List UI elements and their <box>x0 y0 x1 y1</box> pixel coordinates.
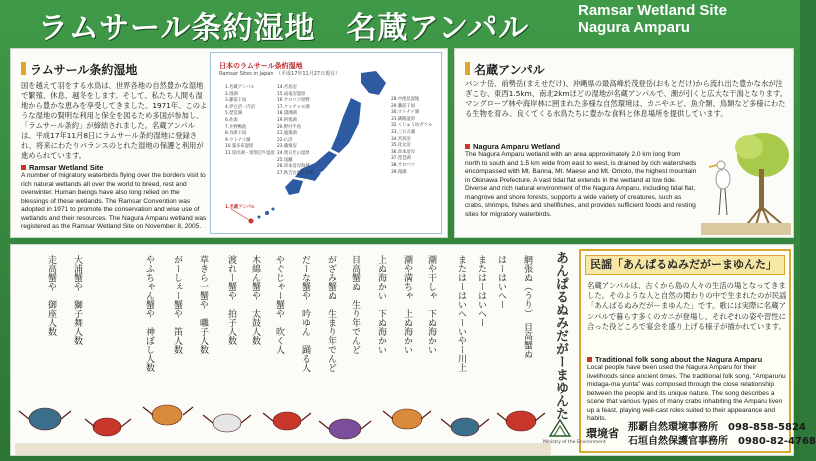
map-site: 19.阿寒湖 <box>277 117 297 123</box>
song-line: 渡れー蟹や 拍子人数 <box>226 255 236 345</box>
map-site: 31.釧路湿原 <box>391 116 416 122</box>
map-callout: 1.名蔵アンパル <box>225 205 255 210</box>
ramsar-heading-en-text: Ramsar Wetland Site <box>29 163 104 172</box>
map-site-list-left <box>225 85 275 158</box>
map-site: 10.霧多布湿原 <box>225 144 254 150</box>
ramsar-heading-text: ラムサール条約湿地 <box>30 63 138 77</box>
song-line: やぐじゃー蟹や 吹く人 <box>274 255 284 354</box>
song-line: またはーはいへーいやー川上 <box>456 255 466 372</box>
map-site: 33.三方五湖 <box>391 129 416 135</box>
song-line: 走高蟹や 御座人数 <box>46 255 56 336</box>
song-line: またはーはいへー <box>476 255 486 327</box>
office-1-name: 那覇自然環境事務所 <box>628 422 718 433</box>
english-title <box>578 2 788 36</box>
heading-marker <box>21 62 26 75</box>
map-site: 20.野付半島 <box>277 124 302 130</box>
map-site: 23.蕪栗沼 <box>277 144 297 150</box>
map-site: 24.奥日光の湿原 <box>277 150 310 156</box>
ramsar-body-en: A number of migratory waterbirds flying over the borders visit to rich natural wetlands all over the world to breed, rest and overwinter. Human beings have also long relied on the blessings of these wetlands. The Ramsar Convention was adopted in 1971 to promote the conservation and wise use of wetlands and their resources. The Nagura Amparu wetland was registered as the Ramsar Wetland Site on November 8, 2005. <box>21 172 207 230</box>
header <box>0 0 800 46</box>
song-line: 木綿ん蟹や 太鼓人数 <box>250 255 260 345</box>
song-line: 潮や満ちゃ 上ぬ海かい <box>402 255 412 354</box>
office-2-tel: 0980-82-4768 <box>738 436 816 447</box>
map-site: 2.漫湖 <box>225 91 238 97</box>
folk-body-en: Local people have been used the Nagura Amparu for their livelihoods since ancient times. The traditional folk song, "Amparunu midaga-ma yunta" was composed through the close relationship between the people and its unique nature. The song describes a scene that various types of many crabs inhabiting the Amparu liven up a feast, playing well-cast roles suited to their appearance and habits. <box>587 364 786 422</box>
map-site: 30.ウトナイ湖 <box>391 110 420 116</box>
map-site: 6.佐潟 <box>225 117 238 123</box>
song-line: がざみ蟹ぬ 生まり年でんど <box>326 255 336 372</box>
crab-festival-illustration <box>15 375 551 455</box>
song-line: はーはいへー <box>496 255 506 309</box>
map-site: 37.琵琶湖 <box>391 156 411 162</box>
map-site-list-right <box>277 85 314 177</box>
nagura-body-jp: バンナ岳、前勢岳(まえせだけ)、沖縄県の最高峰於茂登岳(おもとだけ)から流れ出た豊かな水が注ぎこむ、東西1.5km、南北2kmほどの湿地が名蔵アンパルで、潮が引くと広大な干潟となります。マングローブ林や海岸林に囲まれた多様な自然環境は、カニやエビ、魚介類、鳥類など多様にわたる生物を育み、良くてくる水鳥たちに豊かな食料と休息場所を提供しています。 <box>465 79 787 118</box>
map-site: 28.中池見湿地 <box>391 97 420 102</box>
nagura-heading <box>465 61 545 78</box>
song-line: 目高蟹ぬ 生り年でんど <box>350 255 360 354</box>
song-line: 大浦蟹や 獅子舞人数 <box>72 255 82 345</box>
map-site: 9.ウトナイ湖 <box>225 137 251 143</box>
song-vertical-title: あんぱるぬみだがーまゆんた <box>553 251 568 420</box>
map-site: 22.仏沼 <box>277 137 293 143</box>
map-site: 16.サロベツ原野 <box>277 98 310 104</box>
map-subtitle-en: Ramsar Sites in Japan <box>219 71 274 77</box>
heading-marker <box>465 62 470 75</box>
map-site: 18.濤沸湖 <box>277 111 297 117</box>
ramsar-body-jp: 国を越えて羽をする水鳥は、世界各地の自然豊かな湿地で繁殖、休息、越冬をします。そして、私たち人間も湿地から豊かな恵みを享受してきました。1971年、このような湿地の賢明な利用と保全を図るため多国が参加し、「ラムサール条約」が締結されました。名蔵アンパルは、平成17年11月8日にラムサール条約湿地に登録され、将来にわたりバランスのとれた湿地の保護と利用が進められています。 <box>21 81 208 160</box>
map-site: 1.名蔵アンパル <box>225 85 255 90</box>
nagura-heading-en-text: Nagura Amparu Wetland <box>473 142 561 151</box>
map-site: 4.伊豆沼・内沼 <box>225 104 255 110</box>
env-ministry-name: 環境省 <box>586 427 619 440</box>
map-site: 36.串本沿岸 <box>391 149 416 155</box>
office-1 <box>628 418 806 433</box>
map-site: 29.藤前干潟 <box>391 103 416 109</box>
bullet-square <box>21 165 26 170</box>
song-line: 潮や干しゃ 下ぬ海かい <box>426 255 436 354</box>
office-2 <box>628 432 816 447</box>
english-title-line-2: Nagura Amparu <box>578 19 690 36</box>
map-title: 日本のラムサール条約湿地 <box>219 62 303 70</box>
japan-ramsar-map <box>210 52 442 234</box>
map-site: 17.クッチャロ湖 <box>277 104 310 110</box>
map-site-list-far <box>391 97 432 176</box>
song-line: がーしぇー蟹や 笛人数 <box>172 255 182 354</box>
map-site: 38.サロベツ <box>391 162 416 168</box>
song-line: 草きら一蟹や 囃子人数 <box>198 255 208 354</box>
page-title: ラムサール条約湿地 名蔵アンパル <box>38 11 530 46</box>
bullet-square <box>587 357 592 362</box>
map-site: 35.化女沼 <box>391 143 411 149</box>
map-site: 14.宮島沼 <box>277 85 297 90</box>
folk-heading: 民謡「あんぱるぬみだがーまゆんた」 <box>585 255 785 275</box>
map-site: 21.風蓮湖 <box>277 131 297 137</box>
english-title-line-1: Ramsar Wetland Site <box>578 2 727 19</box>
nagura-body-en: The Nagura Amparu wetland with an area approximately 2.0 km long from north to south and 1.5 km wide from east to west, is drained by rich watersheds encompassed with Mt. Banna, Mt. Maese and Mt. Omoto, the highest mountain in Okinawa Prefecture. A vast tidal flat extends in the wetland at low tide. Diverse and rich natural environment of the Nagura Amparu, including tidal flat, mangrove and shore forests, supports a wide variety of creatures, such as crabs, shrimps, fishes and shellfishes, and provides sufficient foods and resting sites for migratory waterbirds. <box>465 151 697 218</box>
map-site: 34.宮島沼 <box>391 136 411 142</box>
map-site: 32.くじゅう坊ガツル <box>391 123 433 129</box>
ramsar-heading-en <box>21 163 103 172</box>
map-site: 15.雨竜沼湿原 <box>277 91 306 97</box>
map-site: 8.谷津干潟 <box>225 131 247 137</box>
office-2-name: 石垣自然保護官事務所 <box>628 436 728 447</box>
nagura-heading-text: 名蔵アンパル <box>474 63 545 77</box>
folk-heading-en <box>587 355 762 364</box>
map-site: 25.尾瀬 <box>277 157 293 163</box>
ramsar-heading <box>21 61 137 78</box>
nagura-heading-en <box>465 142 560 151</box>
song-line: 網張ぬ（うり） 目高蟹ぬ <box>522 255 532 359</box>
map-site: 27.秋吉台地下水系 <box>277 170 314 176</box>
map-site: 39.漫湖 <box>391 169 407 175</box>
map-site: 3.藤前干潟 <box>225 98 247 104</box>
folk-heading-en-text: Traditional folk song about the Nagura Amparu <box>595 355 763 364</box>
map-site: 11.厚岸湖・別寒辺牛湿原 <box>225 150 275 156</box>
office-1-tel: 098-858-5824 <box>728 422 806 433</box>
ministry-logo-icon <box>548 416 572 438</box>
map-site: 5.琵琶湖 <box>225 111 242 117</box>
map-site: 7.片野鴨池 <box>225 124 247 130</box>
map-date: （平成17年11月27日現在） <box>278 71 341 77</box>
map-site: 26.串本沿岸海域 <box>277 164 310 170</box>
mangrove-heron-illustration <box>701 119 791 235</box>
nagura-panel <box>454 48 794 238</box>
ministry-label: Ministry of the Environment <box>543 440 606 445</box>
song-line: 上ぬ海かい 下ぬ海かい <box>376 255 386 354</box>
song-line: やふちゃん蟹や 神ぼし人数 <box>144 255 154 372</box>
song-line: だーな蟹や 吟ゆん 踊る人 <box>300 255 310 372</box>
folk-body-jp: 名蔵アンパルは、古くから島の人々の生活の場となってきました。そのような人と自然の関わりの中で生まれたのが民謡「あんぱるぬみだがーまゆんた」です。歌には実際に名蔵アンパルで暮らす多くのカニが登場し、それぞれの姿や習性に合った役どころで宴会を盛り上げる様子が描かれています。 <box>587 281 787 331</box>
bullet-square <box>465 144 470 149</box>
